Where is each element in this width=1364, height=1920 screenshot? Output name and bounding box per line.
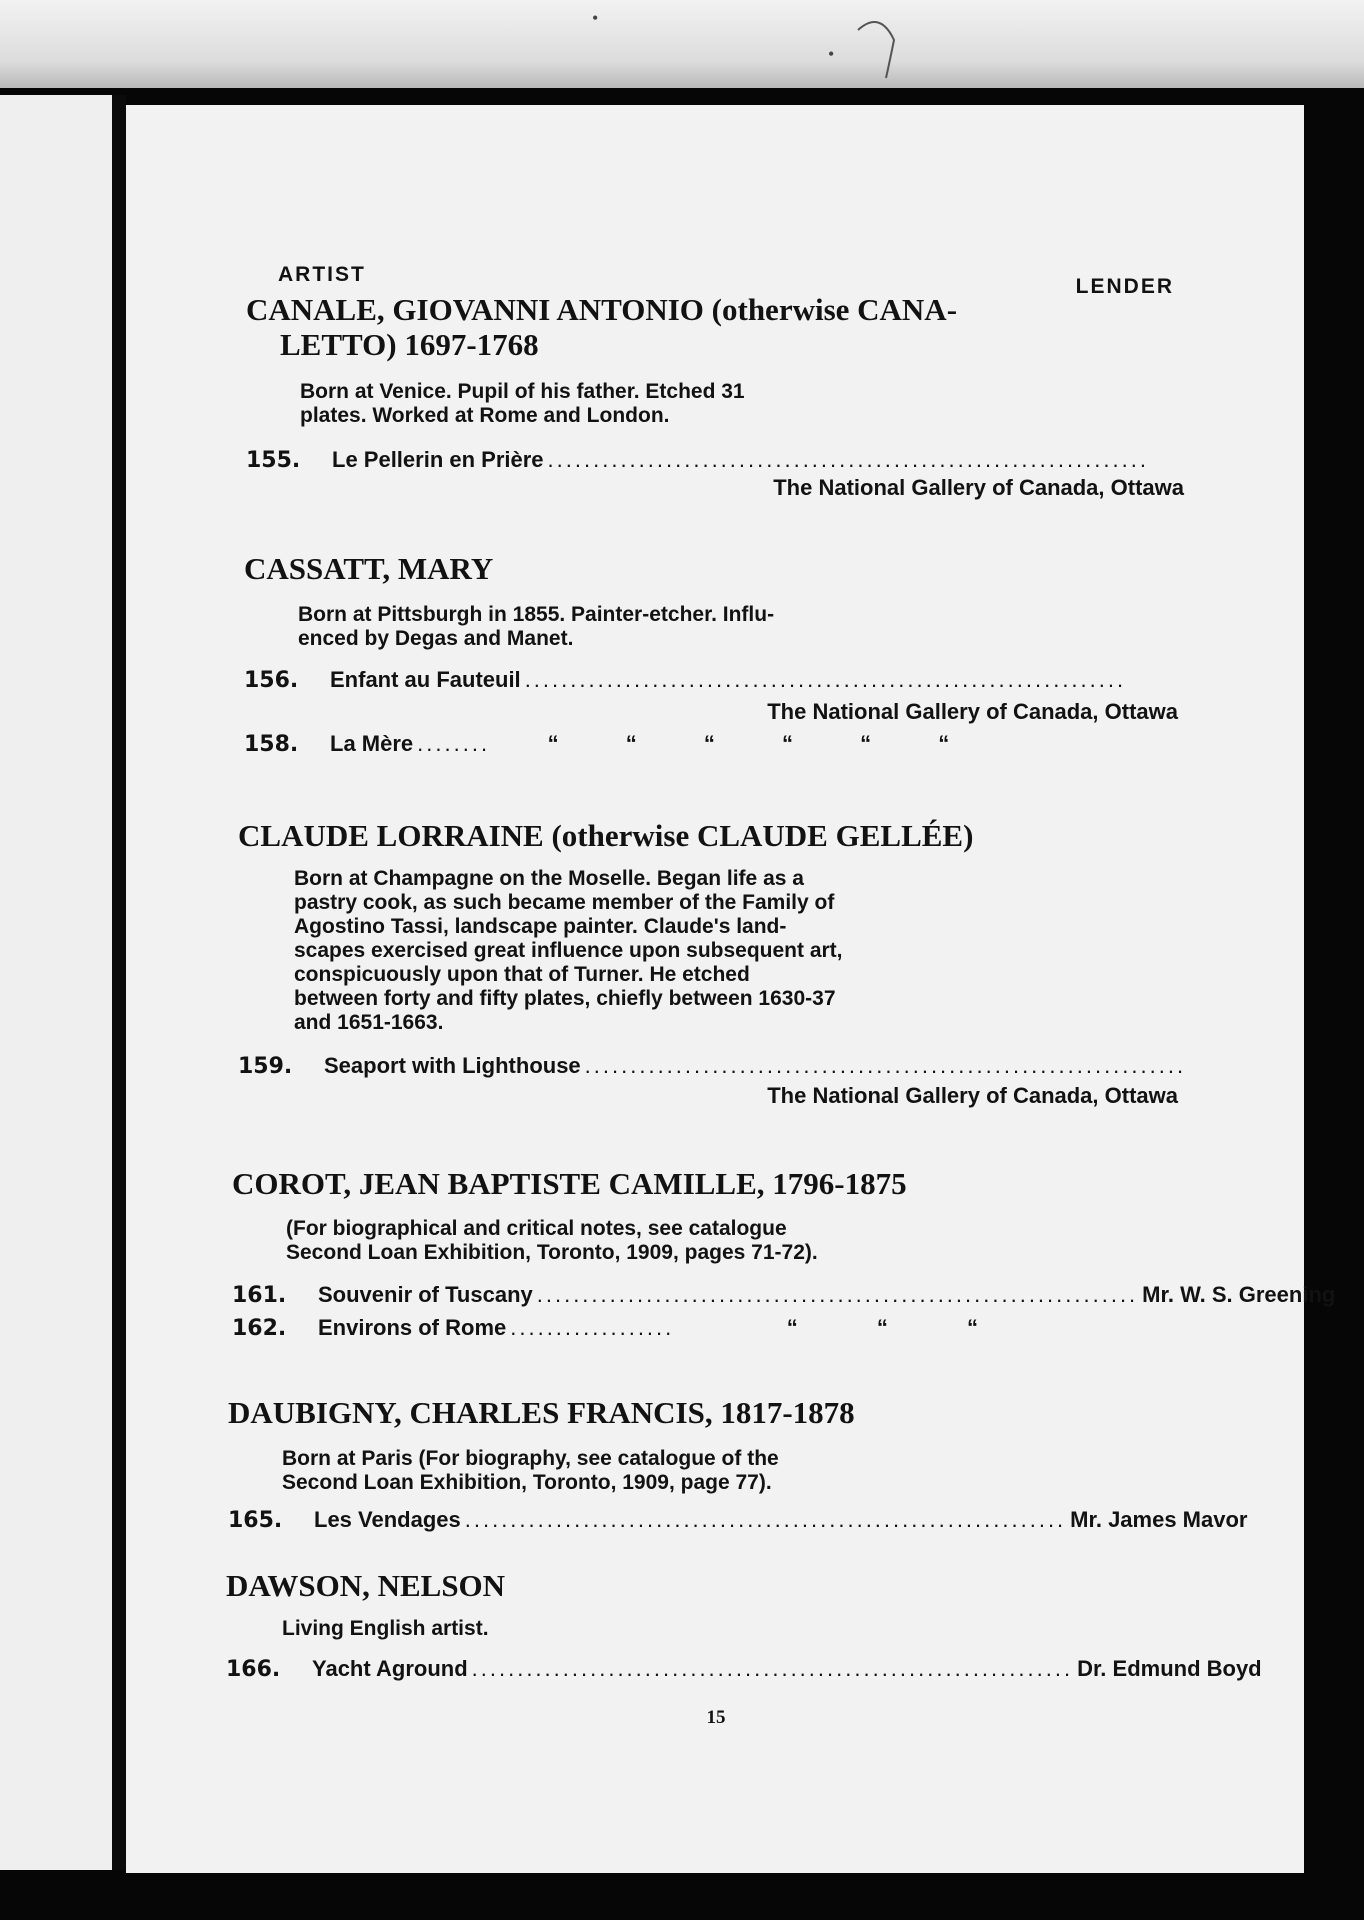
ditto-marks [750, 1315, 1014, 1341]
artist-bio-line: between forty and fifty plates, chiefly between 1630-37 [294, 987, 836, 1010]
artist-bio-line: plates. Worked at Rome and London. [300, 404, 670, 427]
ditto-mark: “ [547, 731, 559, 756]
entry-title: Souvenir of Tuscany [318, 1282, 533, 1307]
catalogue-entry [228, 1507, 1248, 1533]
page-number: 15 [706, 1707, 726, 1728]
leader-dots: .................................................................. [584, 1053, 1187, 1078]
entry-number: 165. [228, 1508, 283, 1533]
entry-number: 158. [244, 732, 299, 757]
ditto-mark: “ [876, 1315, 888, 1340]
leader-dots: .................................................................. [524, 667, 1127, 692]
entry-lender: The National Gallery of Canada, Ottawa [767, 1083, 1178, 1108]
ditto-marks [517, 731, 980, 757]
artist-column-header: ARTIST [278, 263, 366, 286]
entry-number: 155. [246, 448, 301, 473]
entry-lender: Dr. Edmund Boyd [1077, 1656, 1262, 1681]
facing-page-edge [0, 95, 112, 1870]
catalogue-entry [244, 667, 1127, 693]
entry-lender: The National Gallery of Canada, Ottawa [767, 699, 1178, 724]
entry-title: Les Vendages [314, 1507, 461, 1532]
leader-dots: .................................................................. [547, 447, 1149, 472]
artist-bio-line: scapes exercised great influence upon subsequent art, [294, 939, 843, 962]
catalogue-entry [238, 1053, 1187, 1079]
leader-dots: .................. [510, 1315, 675, 1340]
entry-lender: Mr. James Mavor [1070, 1507, 1248, 1532]
artist-bio-line: pastry cook, as such became member of the Family of [294, 891, 835, 914]
ditto-mark: “ [786, 1315, 798, 1340]
artist-bio-line: enced by Degas and Manet. [298, 627, 574, 650]
catalogue-entry [232, 1282, 1336, 1308]
artist-bio-line: Born at Paris (For biography, see catalogue of the [282, 1447, 779, 1470]
catalogue-entry [246, 447, 1149, 473]
artist-bio-line: Born at Champagne on the Moselle. Began life as a [294, 867, 804, 890]
leader-dots: ........ [417, 731, 491, 756]
catalogue-entry [232, 1315, 1152, 1341]
artist-name: CANALE, GIOVANNI ANTONIO (otherwise CANA- [246, 292, 958, 327]
catalogue-entry [226, 1656, 1262, 1682]
artist-bio-line: Second Loan Exhibition, Toronto, 1909, page 77). [282, 1471, 772, 1494]
lender-column-header: LENDER [1075, 275, 1174, 298]
artist-name: DAUBIGNY, CHARLES FRANCIS, 1817-1878 [228, 1395, 855, 1430]
artist-bio-line: Born at Pittsburgh in 1855. Painter-etcher. Influ- [298, 603, 775, 626]
entry-title: La Mère [330, 731, 414, 756]
leader-dots: .................................................................. [471, 1656, 1074, 1681]
artist-name: CLAUDE LORRAINE (otherwise CLAUDE GELLÉE) [238, 818, 974, 853]
entry-number: 156. [244, 668, 299, 693]
artist-name: COROT, JEAN BAPTISTE CAMILLE, 1796-1875 [232, 1166, 907, 1201]
scan-speck-icon: • [592, 8, 599, 28]
ditto-mark: “ [625, 731, 637, 756]
entry-title: Le Pellerin en Prière [332, 447, 544, 472]
artist-bio-line: conspicuously upon that of Turner. He etched [294, 963, 750, 986]
entry-title: Enfant au Fauteuil [330, 667, 521, 692]
artist-name: CASSATT, MARY [244, 551, 494, 586]
scan-mark-icon [850, 0, 910, 80]
ditto-mark: “ [703, 731, 715, 756]
entry-number: 161. [232, 1283, 287, 1308]
scan-speck-icon: • [828, 44, 835, 64]
artist-bio-line: Agostino Tassi, landscape painter. Claude's land- [294, 915, 787, 938]
catalogue-page [126, 105, 1336, 1873]
leader-dots: .................................................................. [536, 1282, 1139, 1307]
ditto-mark: “ [967, 1315, 978, 1340]
artist-bio-line: (For biographical and critical notes, see catalogue [286, 1217, 787, 1240]
artist-name: LETTO) 1697-1768 [280, 327, 539, 362]
catalogue-entry [244, 731, 1184, 757]
entry-lender: The National Gallery of Canada, Ottawa [773, 475, 1184, 500]
ditto-mark: “ [782, 731, 794, 756]
entry-number: 166. [226, 1657, 281, 1682]
artist-bio-line: Living English artist. [282, 1617, 489, 1640]
book-gutter [112, 95, 126, 1870]
entry-lender: Mr. W. S. Greening [1142, 1282, 1336, 1307]
entry-title: Yacht Aground [312, 1656, 468, 1681]
ditto-mark: “ [860, 731, 872, 756]
leader-dots: .................................................................. [464, 1507, 1067, 1532]
artist-bio-line: and 1651-1663. [294, 1011, 444, 1034]
entry-title: Environs of Rome [318, 1315, 507, 1340]
entry-title: Seaport with Lighthouse [324, 1053, 581, 1078]
entry-number: 159. [238, 1054, 293, 1079]
artist-name: DAWSON, NELSON [226, 1568, 506, 1603]
ditto-mark: “ [938, 731, 950, 756]
entry-number: 162. [232, 1316, 287, 1341]
scan-top-margin [0, 0, 1364, 88]
artist-bio-line: Born at Venice. Pupil of his father. Etched 31 [300, 380, 745, 403]
artist-bio-line: Second Loan Exhibition, Toronto, 1909, pages 71-72). [286, 1241, 818, 1264]
